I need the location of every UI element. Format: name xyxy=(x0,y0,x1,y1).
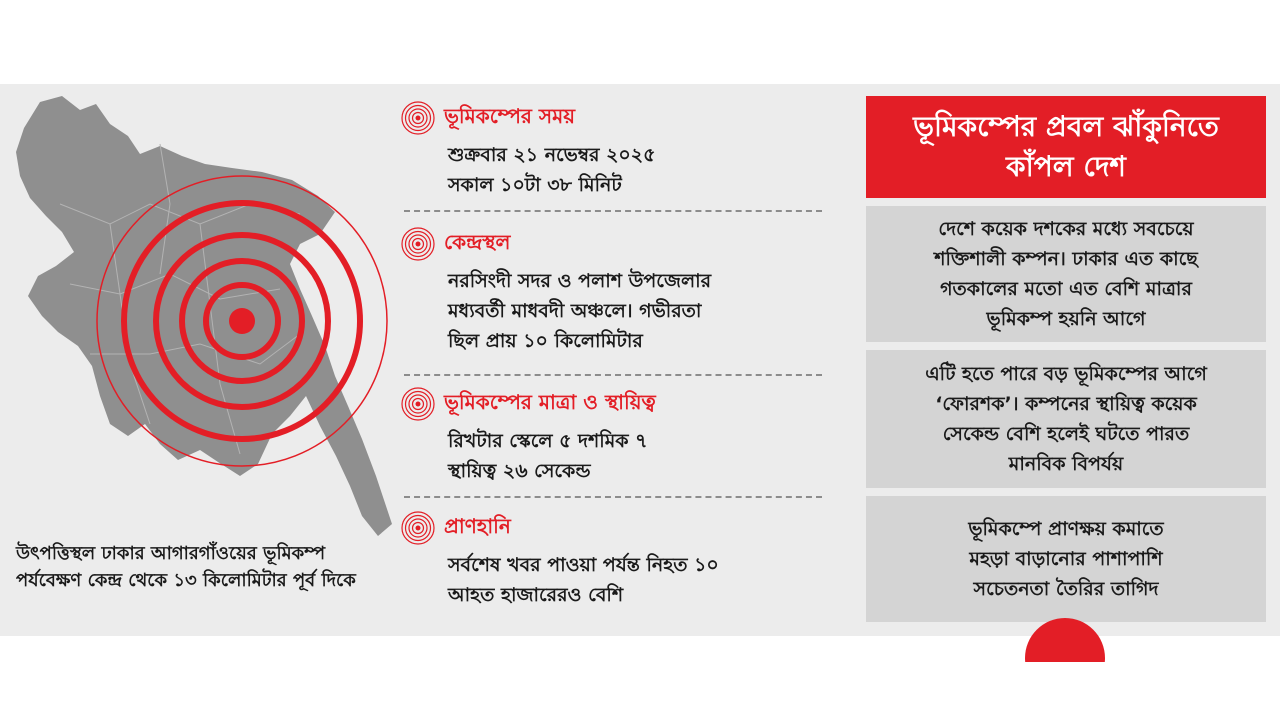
info-box xyxy=(866,350,1266,488)
info-box xyxy=(866,496,1266,622)
pulse-icon xyxy=(400,226,436,262)
section-line: স্থায়িত্ব ২৬ সেকেন্ড xyxy=(448,460,591,482)
section-line: আহত হাজারেরও বেশি xyxy=(448,584,624,606)
info-line: গতকালের মতো এত বেশি মাত্রার xyxy=(940,278,1192,300)
pulse-icon xyxy=(400,100,436,136)
section-line: শুক্রবার ২১ নভেম্বর ২০২৫ xyxy=(448,144,656,166)
bangladesh-map xyxy=(0,84,400,544)
headline-line: ভূমিকম্পের প্রবল ঝাঁকুনিতে xyxy=(913,110,1219,143)
headline-line: কাঁপল দেশ xyxy=(1006,150,1126,183)
info-line: মহড়া বাড়ানোর পাশাপাশি xyxy=(969,548,1163,570)
section-title: ভূমিকম্পের মাত্রা ও স্থায়িত্ব xyxy=(444,389,656,414)
info-line: মানবিক বিপর্যয় xyxy=(1008,453,1124,475)
divider xyxy=(404,210,822,212)
info-line: ভূমিকম্প হয়নি আগে xyxy=(986,308,1146,330)
section-line: সর্বশেষ খবর পাওয়া পর্যন্ত নিহত ১০ xyxy=(448,554,719,576)
section-line: রিখটার স্কেলে ৫ দশমিক ৭ xyxy=(448,430,648,452)
section-line: ছিল প্রায় ১০ কিলোমিটার xyxy=(448,330,643,352)
epicenter-dot xyxy=(229,308,255,334)
section-line: নরসিংদী সদর ও পলাশ উপজেলার xyxy=(448,270,712,292)
section-title: কেন্দ্রস্থল xyxy=(444,229,511,254)
section-title: ভূমিকম্পের সময় xyxy=(444,103,575,128)
decorative-red-circle xyxy=(1024,610,1106,662)
section-line: সকাল ১০টা ৩৮ মিনিট xyxy=(448,174,622,196)
section-line: মধ্যবর্তী মাধবদী অঞ্চলে। গভীরতা xyxy=(448,300,702,322)
headline-box xyxy=(866,96,1266,198)
info-line: সেকেন্ড বেশি হলেই ঘটতে পারত xyxy=(942,423,1190,445)
pulse-icon xyxy=(400,510,436,546)
info-line: শক্তিশালী কম্পন। ঢাকার এত কাছে xyxy=(934,248,1198,270)
info-line: ভূমিকম্পে প্রাণক্ষয় কমাতে xyxy=(968,518,1164,540)
pulse-icon xyxy=(400,386,436,422)
section-title: প্রাণহানি xyxy=(444,513,511,538)
section-magnitude xyxy=(400,386,824,486)
info-line: এটি হতে পারে বড় ভূমিকম্পের আগে xyxy=(925,363,1207,385)
info-line: ‘ফোরশক’। কম্পনের স্থায়িত্ব কয়েক xyxy=(935,393,1197,415)
map-caption: উৎপত্তিস্থল ঢাকার আগারগাঁওয়ের ভূমিকম্প পর্যবেক্ষণ কেন্দ্র থেকে ১৩ কিলোমিটার পূর্ব দিকে xyxy=(16,543,356,591)
info-line: সচেতনতা তৈরির তাগিদ xyxy=(973,578,1159,600)
section-casualties xyxy=(400,510,824,610)
info-box xyxy=(866,206,1266,342)
info-line: দেশে কয়েক দশকের মধ্যে সবচেয়ে xyxy=(938,218,1194,240)
section-time xyxy=(400,100,824,200)
divider xyxy=(404,496,822,498)
section-epicenter xyxy=(400,226,824,356)
divider xyxy=(404,374,822,376)
